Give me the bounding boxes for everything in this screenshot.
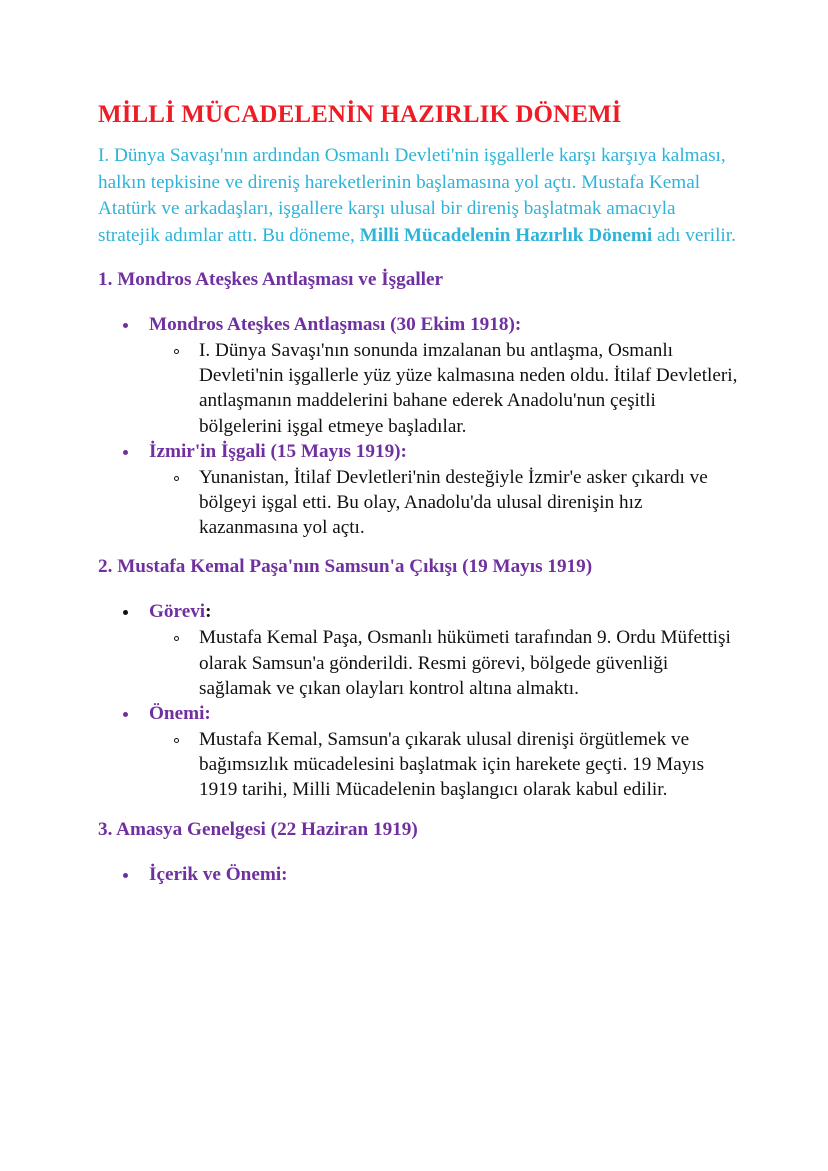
item-label-duty-colon: :	[205, 601, 212, 623]
circle-bullet-icon	[174, 636, 179, 641]
intro-bold-term: Milli Mücadelenin Hazırlık Dönemi	[359, 224, 653, 246]
bullet-icon	[123, 450, 128, 455]
section-list-samsun	[98, 599, 738, 802]
sublist-item	[149, 338, 738, 439]
list-item	[98, 599, 738, 701]
item-label-izmir-occupation: İzmir'in İşgali (15 Mayıs 1919):	[149, 440, 407, 462]
item-label-duty	[149, 599, 738, 625]
list-item	[98, 862, 738, 888]
sublist-item-text: I. Dünya Savaşı'nın sonunda imzalanan bu antlaşma, Osmanlı Devleti'nin işgallerle yüz yüze kalmasına neden oldu. İtilaf Devletleri, antlaşmanın maddelerini bahane ederek Anadolu'nun çeşitli bölgelerini işgal etmeye başladılar.	[199, 340, 738, 437]
sublist	[149, 727, 738, 803]
sublist-item-text: Yunanistan, İtilaf Devletleri'nin desteğiyle İzmir'e asker çıkardı ve bölgeyi işgal etti. Bu olay, Anadolu'da ulusal direnişin hız kazanmasına yol açtı.	[199, 466, 708, 539]
intro-text: I. Dünya Savaşı'nın ardından Osmanlı Devleti'nin işgallerle karşı karşıya kalması, halkın tepkisine ve direniş hareketlerinin başlamasına yol açtı. Mustafa Kemal Atatürk ve arkadaşları, işgallere karşı ulusal bir direniş başlatmak amacıyla stratejik adımlar attı. Bu döneme,	[98, 145, 726, 246]
item-label-mondros-armistice: Mondros Ateşkes Antlaşması (30 Ekim 1918):	[149, 314, 522, 335]
sublist-item-text: Mustafa Kemal, Samsun'a çıkarak ulusal direnişi örgütlemek ve bağımsızlık mücadelesini başlatmak için harekete geçti. 19 Mayıs 1919 tarihi, Milli Mücadelenin başlangıcı olarak kabul edilir.	[199, 729, 705, 801]
section-heading-samsun: 2. Mustafa Kemal Paşa'nın Samsun'a Çıkışı (19 Mayıs 1919)	[98, 556, 593, 578]
list-item	[98, 312, 738, 439]
section-list-mondros	[98, 312, 738, 540]
sublist-item	[149, 465, 738, 541]
circle-bullet-icon	[174, 476, 179, 481]
sublist-item	[149, 727, 738, 803]
section-list-amasya	[98, 862, 738, 888]
item-label-duty-text: Görevi	[149, 601, 206, 623]
sublist-item-text: Mustafa Kemal Paşa, Osmanlı hükümeti tarafından 9. Ordu Müfettişi olarak Samsun'a gönderildi. Resmi görevi, bölgede güvenliği sağlamak ve çıkan olayları kontrol altına almaktı.	[199, 627, 731, 699]
sublist-item	[149, 625, 738, 701]
circle-bullet-icon	[174, 349, 179, 354]
intro-paragraph	[98, 143, 738, 249]
document-page	[98, 97, 738, 902]
section-heading-mondros: 1. Mondros Ateşkes Antlaşması ve İşgaller	[98, 269, 444, 290]
item-label-importance: Önemi:	[149, 703, 211, 725]
list-item	[98, 701, 738, 803]
intro-tail: adı verilir.	[652, 224, 736, 246]
sublist	[149, 625, 738, 701]
bullet-icon	[123, 323, 128, 328]
section-heading-amasya: 3. Amasya Genelgesi (22 Haziran 1919)	[98, 818, 418, 840]
bullet-icon	[123, 610, 128, 615]
item-label-content-importance: İçerik ve Önemi:	[149, 863, 288, 885]
page-title: MİLLİ MÜCADELENİN HAZIRLIK DÖNEMİ	[98, 101, 622, 128]
sublist	[149, 465, 738, 541]
circle-bullet-icon	[174, 738, 179, 743]
bullet-icon	[123, 712, 128, 717]
sublist	[149, 338, 738, 439]
list-item	[98, 439, 738, 541]
bullet-icon	[123, 873, 128, 878]
